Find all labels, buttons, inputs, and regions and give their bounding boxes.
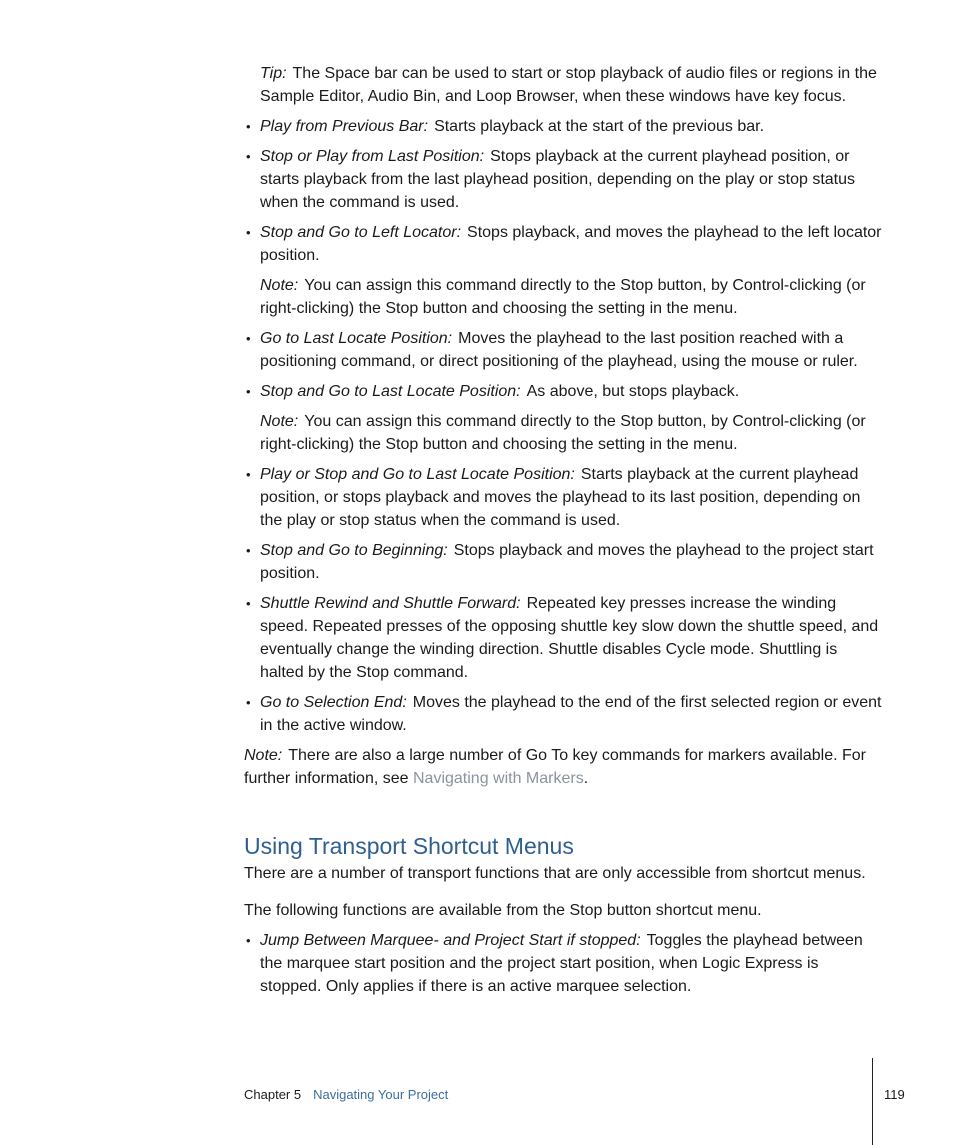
bullet-term: Jump Between Marquee- and Project Start if stopped: — [260, 932, 641, 949]
page-footer — [244, 1086, 448, 1104]
bullet-term: Go to Last Locate Position: — [260, 330, 453, 347]
bullet-term: Go to Selection End: — [260, 694, 407, 711]
bullet-text: Stops playback, and moves the playhead to the left locator position. — [260, 224, 882, 264]
footer-divider — [872, 1058, 873, 1145]
footer-chapter-title[interactable]: Navigating Your Project — [313, 1087, 449, 1102]
note-text: You can assign this command directly to the Stop button, by Control-clicking (or right-clicking) the Stop button and choosing the setting in the menu. — [260, 413, 866, 453]
bullet-text: Starts playback at the current playhead position, or stops playback and moves the playhead to its last position, depending on the play or stop status when the command is used. — [260, 466, 861, 529]
bullet-term: Stop and Go to Left Locator: — [260, 224, 462, 241]
note-label: Note: — [244, 747, 283, 764]
bullet-marker: • — [246, 467, 251, 482]
bullet-item — [244, 929, 884, 998]
tip-label: Tip: — [260, 65, 287, 82]
bullet-text: Starts playback at the start of the previous bar. — [434, 118, 765, 135]
bullet-term: Stop or Play from Last Position: — [260, 148, 485, 165]
note-paragraph — [244, 744, 884, 790]
bullet-text: Moves the playhead to the end of the first selected region or event in the active window. — [260, 694, 882, 734]
bullet-marker: • — [246, 596, 251, 611]
note-paragraph — [244, 410, 884, 456]
bullet-marker: • — [246, 331, 251, 346]
bullet-term: Play or Stop and Go to Last Locate Position: — [260, 466, 575, 483]
page-content — [244, 62, 884, 1005]
bullet-marker: • — [246, 933, 251, 948]
bullet-term: Stop and Go to Last Locate Position: — [260, 383, 521, 400]
bullet-item — [244, 463, 884, 532]
bullet-item — [244, 327, 884, 373]
section-lead: The following functions are available from the Stop button shortcut menu. — [244, 902, 762, 919]
bullet-marker: • — [246, 225, 251, 240]
bullet-term: Stop and Go to Beginning: — [260, 542, 448, 559]
markers-link[interactable]: Navigating with Markers — [412, 770, 584, 787]
note-paragraph — [244, 274, 884, 320]
bullet-marker: • — [246, 384, 251, 399]
bullet-text: Stops playback at the current playhead position, or starts playback from the last playhead position, depending on the play or stop status when the command is used. — [260, 148, 856, 211]
note-label: Note: — [260, 413, 299, 430]
bullet-text: Stops playback and moves the playhead to the project start position. — [260, 542, 874, 582]
bullet-text: Toggles the playhead between the marquee start position and the project start position, when Logic Express is stopped. Only applies if there is an active marquee selection. — [260, 932, 863, 995]
section-heading: Using Transport Shortcut Menus — [244, 833, 574, 859]
section-intro: There are a number of transport functions that are only accessible from shortcut menus. — [244, 865, 866, 882]
note-text-end: . — [583, 770, 589, 787]
bullet-item — [244, 539, 884, 585]
footer-chapter: Chapter 5 — [244, 1087, 302, 1102]
tip-text: The Space bar can be used to start or stop playback of audio files or regions in the Sample Editor, Audio Bin, and Loop Browser, when these windows have key focus. — [260, 65, 877, 105]
bullet-item — [244, 592, 884, 684]
note-label: Note: — [260, 277, 299, 294]
bullet-item — [244, 691, 884, 737]
bullet-term: Shuttle Rewind and Shuttle Forward: — [260, 595, 521, 612]
bullet-marker: • — [246, 119, 251, 134]
bullet-item — [244, 380, 884, 403]
note-text: There are also a large number of Go To key commands for markers available. For further information, see — [244, 747, 866, 787]
bullet-text: Moves the playhead to the last position reached with a positioning command, or direct positioning of the playhead, using the mouse or ruler. — [260, 330, 858, 370]
bullet-term: Play from Previous Bar: — [260, 118, 429, 135]
bullet-text: As above, but stops playback. — [526, 383, 740, 400]
tip-paragraph — [244, 62, 884, 108]
bullet-text: Repeated key presses increase the winding speed. Repeated presses of the opposing shuttle key slow down the shuttle speed, and eventually change the winding direction. Shuttle disables Cycle mode. Shuttling is halted by the Stop command. — [260, 595, 879, 681]
bullet-marker: • — [246, 543, 251, 558]
bullet-marker: • — [246, 695, 251, 710]
page-number: 119 — [884, 1087, 905, 1102]
bullet-item — [244, 221, 884, 267]
bullet-item — [244, 145, 884, 214]
bullet-marker: • — [246, 149, 251, 164]
bullet-item — [244, 115, 884, 138]
note-text: You can assign this command directly to the Stop button, by Control-clicking (or right-clicking) the Stop button and choosing the setting in the menu. — [260, 277, 866, 317]
